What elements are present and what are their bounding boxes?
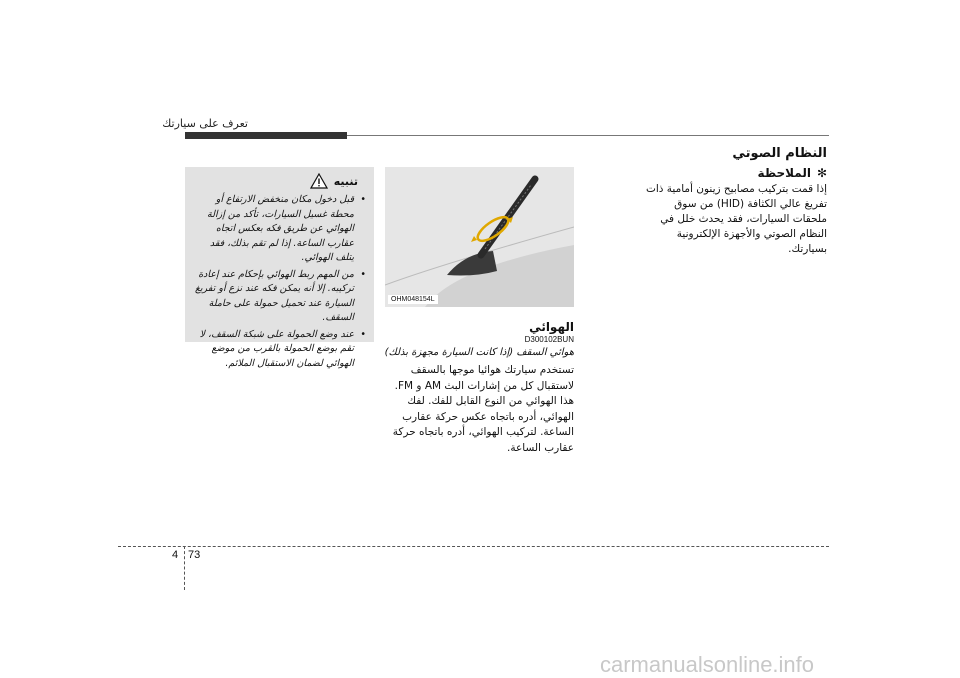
antenna-subtitle: هوائي السقف (إذا كانت السيارة مجهزة بذلك) [384,347,574,358]
caution-item: • عند وضع الحمولة على شبكة السقف، لا تقم بوضع الحمولة بالقرب من موضع الهوائي لضمان الاستقبال الملائم. [194,328,366,372]
antenna-illustration [385,167,574,307]
page-number: 73 [188,549,201,561]
caution-list [194,193,366,373]
caution-heading [310,173,358,189]
caution-item: • قبل دخول مكان منخفض الارتفاع أو محطة غسيل السيارات، تأكد من إزالة الهوائي عن طريق فكه بعكس اتجاه عقارب الساعة. إذا لم تقم بذلك، فقد يتلف الهوائي. [194,193,366,266]
caution-title: تنبيه [333,174,358,188]
antenna-photo [385,167,574,307]
footer-rule [118,546,829,547]
watermark: carmanualsonline.info [600,652,815,677]
header-rule [347,135,829,136]
warning-triangle-icon [310,173,328,189]
note-body: إذا قمت بتركيب مصابيح زينون أمامية ذات تفريغ عالي الكثافة (HID) من سوق ملحقات السيارات، فقد يحدث خلل في النظام الصوتي والأجهزة الإلكترونية بسيارتك. [645,183,827,255]
photo-id-label: OHM048154L [388,295,438,304]
header-bar [185,132,347,139]
footer-divider [184,546,185,590]
caution-item: • من المهم ربط الهوائي بإحكام عند إعادة تركيبه. إلا أنه يمكن فكه عند نزع أو تفريغ السيارة عند تحميل حمولة على حاملة السقف. [194,268,366,326]
note-title: الملاحظة [757,166,811,180]
chapter-number: 4 [172,549,179,561]
antenna-code: D300102BUN [524,335,574,344]
header-title: تعرف على سيارتك [162,117,248,130]
antenna-body: تستخدم سيارتك هوائيا موجها بالسقف لاستقبال كل من إشارات البث AM و FM. هذا الهوائي من النوع القابل للفك. لفك الهوائي، أدره باتجاه عكس حركة عقارب الساعة. لتركيب الهوائي، أدره باتجاه حركة عقارب الساعة. [392,364,574,454]
antenna-title: الهوائي [529,320,574,334]
note-heading [758,166,827,180]
caution-box [185,167,374,369]
section-title: النظام الصوتي [732,146,827,161]
note-star-icon: ✻ [816,166,827,180]
